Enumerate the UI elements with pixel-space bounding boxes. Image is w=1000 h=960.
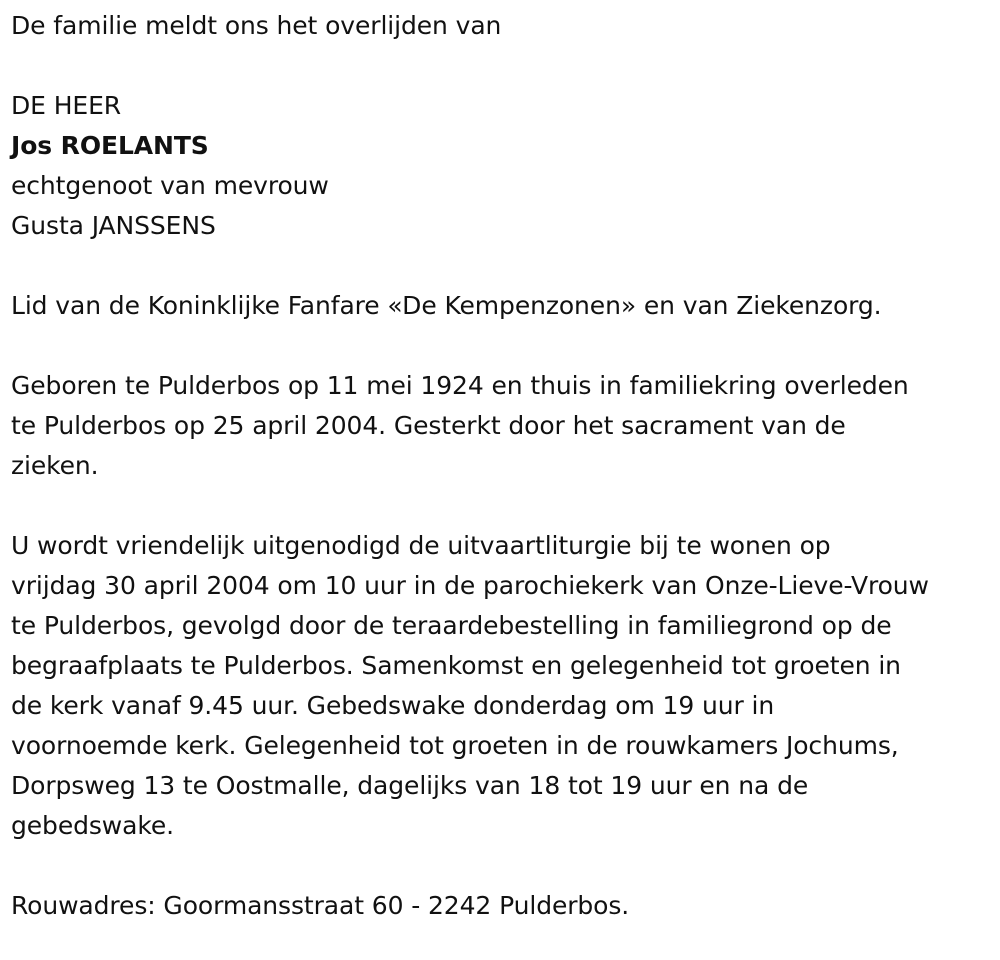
spacer xyxy=(11,326,996,366)
paragraph-line: te Pulderbos, gevolgd door de teraardebestelling in familiegrond op de xyxy=(11,611,892,640)
spacer xyxy=(11,486,996,526)
membership-text: Lid van de Koninklijke Fanfare «De Kempenzonen» en van Ziekenzorg. xyxy=(11,291,882,320)
paragraph-line: te Pulderbos op 25 april 2004. Gesterkt door het sacrament van de xyxy=(11,411,846,440)
honorific-title: DE HEER xyxy=(11,91,122,120)
paragraph-line: U wordt vriendelijk uitgenodigd de uitvaartliturgie bij te wonen op xyxy=(11,531,831,560)
spouse-name: Gusta JANSSENS xyxy=(11,211,216,240)
paragraph-line: Dorpsweg 13 te Oostmalle, dagelijks van 18 tot 19 uur en na de xyxy=(11,771,809,800)
spacer xyxy=(11,846,996,886)
deceased-last-name: ROELANTS xyxy=(60,131,209,160)
mourning-address: Rouwadres: Goormansstraat 60 - 2242 Pulderbos. xyxy=(11,891,630,920)
spacer xyxy=(11,46,996,86)
intro-text: De familie meldt ons het overlijden van xyxy=(11,11,502,40)
deceased-first-name: Jos xyxy=(11,131,53,160)
birth-death-paragraph xyxy=(11,366,996,486)
paragraph-line: zieken. xyxy=(11,451,99,480)
spacer xyxy=(11,246,996,286)
obituary-notice xyxy=(11,0,996,926)
paragraph-line: Geboren te Pulderbos op 11 mei 1924 en thuis in familiekring overleden xyxy=(11,371,909,400)
paragraph-line: de kerk vanaf 9.45 uur. Gebedswake donderdag om 19 uur in xyxy=(11,691,775,720)
paragraph-line: begraafplaats te Pulderbos. Samenkomst en gelegenheid tot groeten in xyxy=(11,651,901,680)
spouse-label: echtgenoot van mevrouw xyxy=(11,171,329,200)
deceased-name xyxy=(11,126,996,166)
paragraph-line: gebedswake. xyxy=(11,811,174,840)
paragraph-line: voornoemde kerk. Gelegenheid tot groeten in de rouwkamers Jochums, xyxy=(11,731,899,760)
funeral-paragraph xyxy=(11,526,996,846)
paragraph-line: vrijdag 30 april 2004 om 10 uur in de parochiekerk van Onze-Lieve-Vrouw xyxy=(11,571,929,600)
